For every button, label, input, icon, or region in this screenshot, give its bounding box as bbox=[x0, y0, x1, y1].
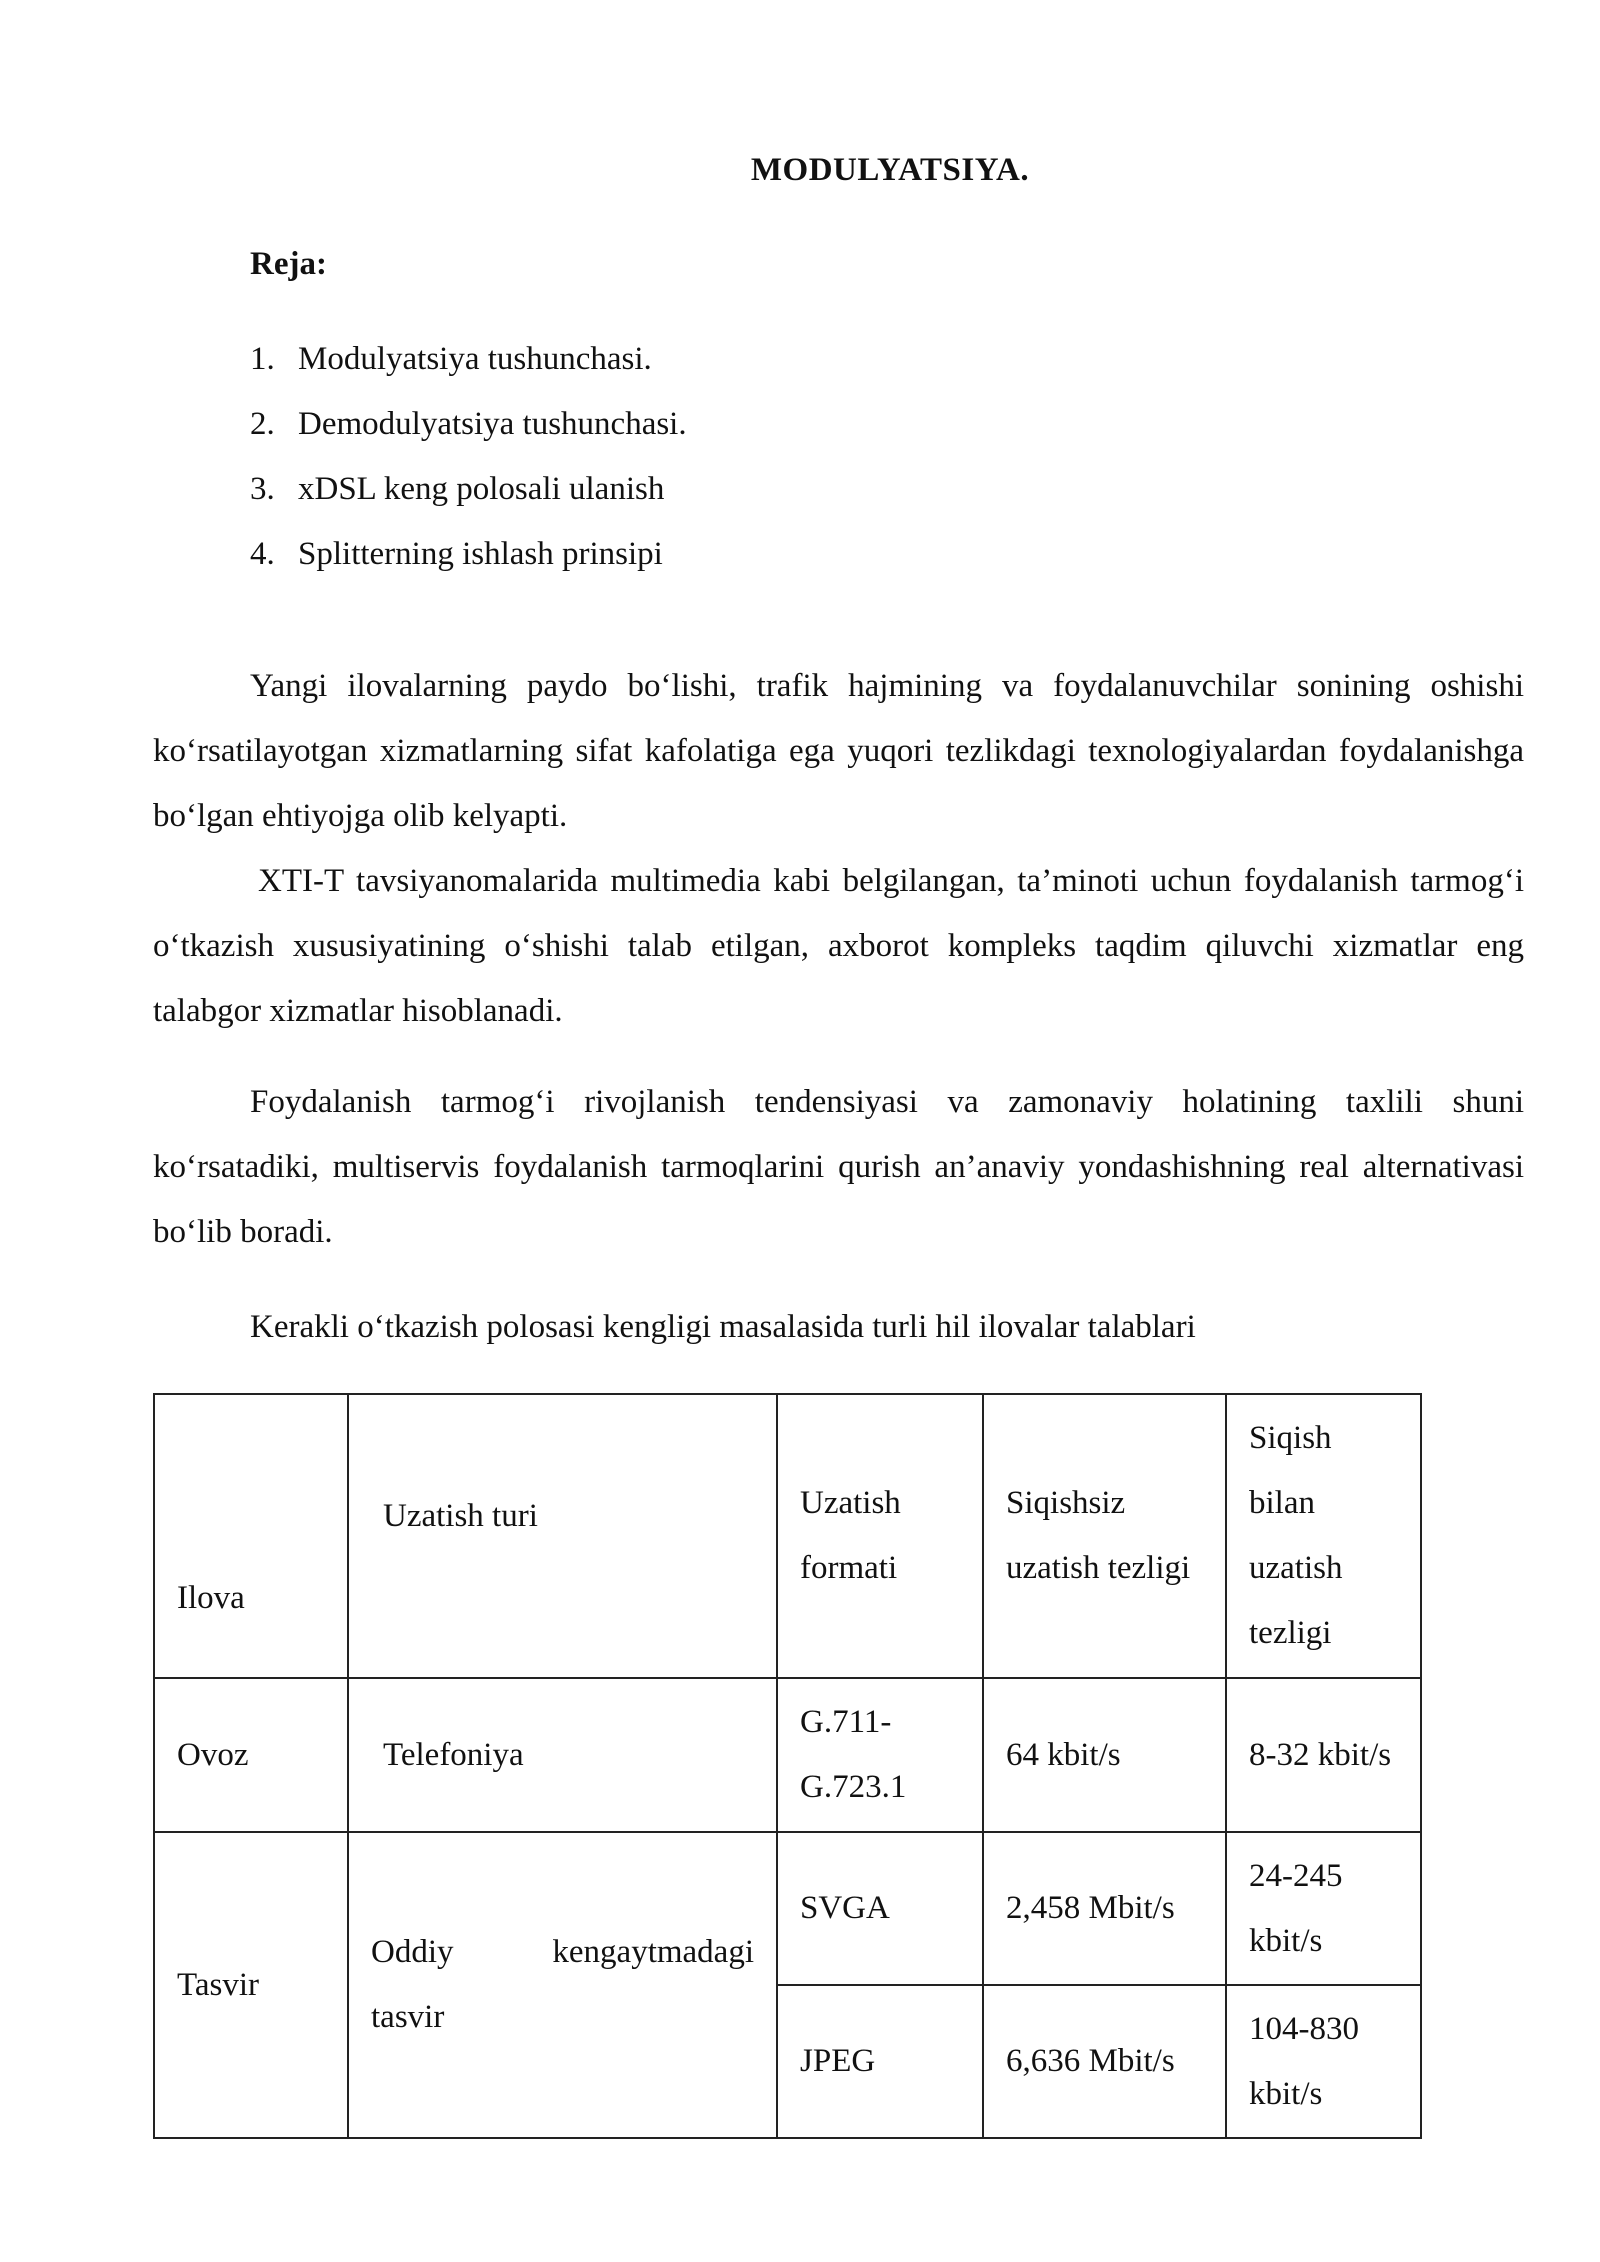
plan-item-number: 1. bbox=[250, 341, 275, 377]
cell-uncompressed-rate: 64 kbit/s bbox=[983, 1678, 1226, 1832]
cell-format: G.711- G.723.1 bbox=[777, 1678, 983, 1832]
requirements-table bbox=[153, 1393, 1422, 2139]
cell-uncompressed-rate: 2,458 Mbit/s bbox=[983, 1832, 1226, 1985]
table-row bbox=[154, 1832, 1421, 1985]
plan-item-text: Modulyatsiya tushunchasi. bbox=[298, 341, 652, 377]
cell-format: JPEG bbox=[777, 1985, 983, 2138]
plan-item bbox=[250, 464, 687, 529]
plan-item-number: 3. bbox=[250, 471, 275, 507]
header-cell-application: Ilova bbox=[154, 1394, 348, 1678]
body-paragraph: XTI-T tavsiyanomalarida multimedia kabi belgilangan, ta’minoti uchun foydalanish tarmog‘i o‘tkazish xususiyatining o‘shishi talab etilgan, axborot kompleks taqdim qiluvchi xizmatlar eng talabgor xizmatlar hisoblanadi. bbox=[153, 863, 1524, 1029]
header-cell-transmission-type: Uzatish turi bbox=[348, 1394, 777, 1678]
plan-item-text: Splitterning ishlash prinsipi bbox=[298, 536, 663, 572]
body-paragraph: Yangi ilovalarning paydo bo‘lishi, trafik hajmining va foydalanuvchilar sonining oshishi ko‘rsatilayotgan xizmatlarning sifat kafolatiga ega yuqori tezlikdagi texnologiyalardan foydalanishga bo‘lgan ehtiyojga olib kelyapti. bbox=[153, 668, 1524, 834]
page-title: MODULYATSIYA. bbox=[750, 152, 1030, 188]
cell-application: Ovoz bbox=[154, 1678, 348, 1832]
plan-item bbox=[250, 399, 687, 464]
cell-transmission-type: Telefoniya bbox=[348, 1678, 777, 1832]
plan-item bbox=[250, 529, 687, 594]
cell-format: SVGA bbox=[777, 1832, 983, 1985]
header-cell-uncompressed-rate: Siqishsiz uzatish tezligi bbox=[983, 1394, 1226, 1678]
cell-compressed-rate: 24-245 kbit/s bbox=[1226, 1832, 1421, 1985]
plan-item-number: 4. bbox=[250, 536, 275, 572]
plan-list bbox=[250, 334, 687, 594]
plan-item-text: Demodulyatsiya tushunchasi. bbox=[298, 406, 687, 442]
cell-compressed-rate: 104-830 kbit/s bbox=[1226, 1985, 1421, 2138]
cell-application: Tasvir bbox=[154, 1832, 348, 2138]
plan-item bbox=[250, 334, 687, 399]
cell-transmission-type: Oddiy kengaytmadagi tasvir bbox=[348, 1832, 777, 2138]
header-cell-compressed-rate: Siqish bilan uzatish tezligi bbox=[1226, 1394, 1421, 1678]
cell-uncompressed-rate: 6,636 Mbit/s bbox=[983, 1985, 1226, 2138]
table-header-row bbox=[154, 1394, 1421, 1678]
cell-compressed-rate: 8-32 kbit/s bbox=[1226, 1678, 1421, 1832]
plan-item-number: 2. bbox=[250, 406, 275, 442]
table-row bbox=[154, 1678, 1421, 1832]
body-paragraph: Foydalanish tarmog‘i rivojlanish tendensiyasi va zamonaviy holatining taxlili shuni ko‘rsatadiki, multiservis foydalanish tarmoqlarini qurish an’anaviy yondashishning real alternativasi bo‘lib boradi. bbox=[153, 1084, 1524, 1250]
plan-item-text: xDSL keng polosali ulanish bbox=[298, 471, 665, 507]
header-cell-format: Uzatish formati bbox=[777, 1394, 983, 1678]
table-caption: Kerakli o‘tkazish polosasi kengligi masalasida turli hil ilovalar talablari bbox=[250, 1309, 1196, 1345]
plan-heading: Reja: bbox=[250, 246, 327, 282]
